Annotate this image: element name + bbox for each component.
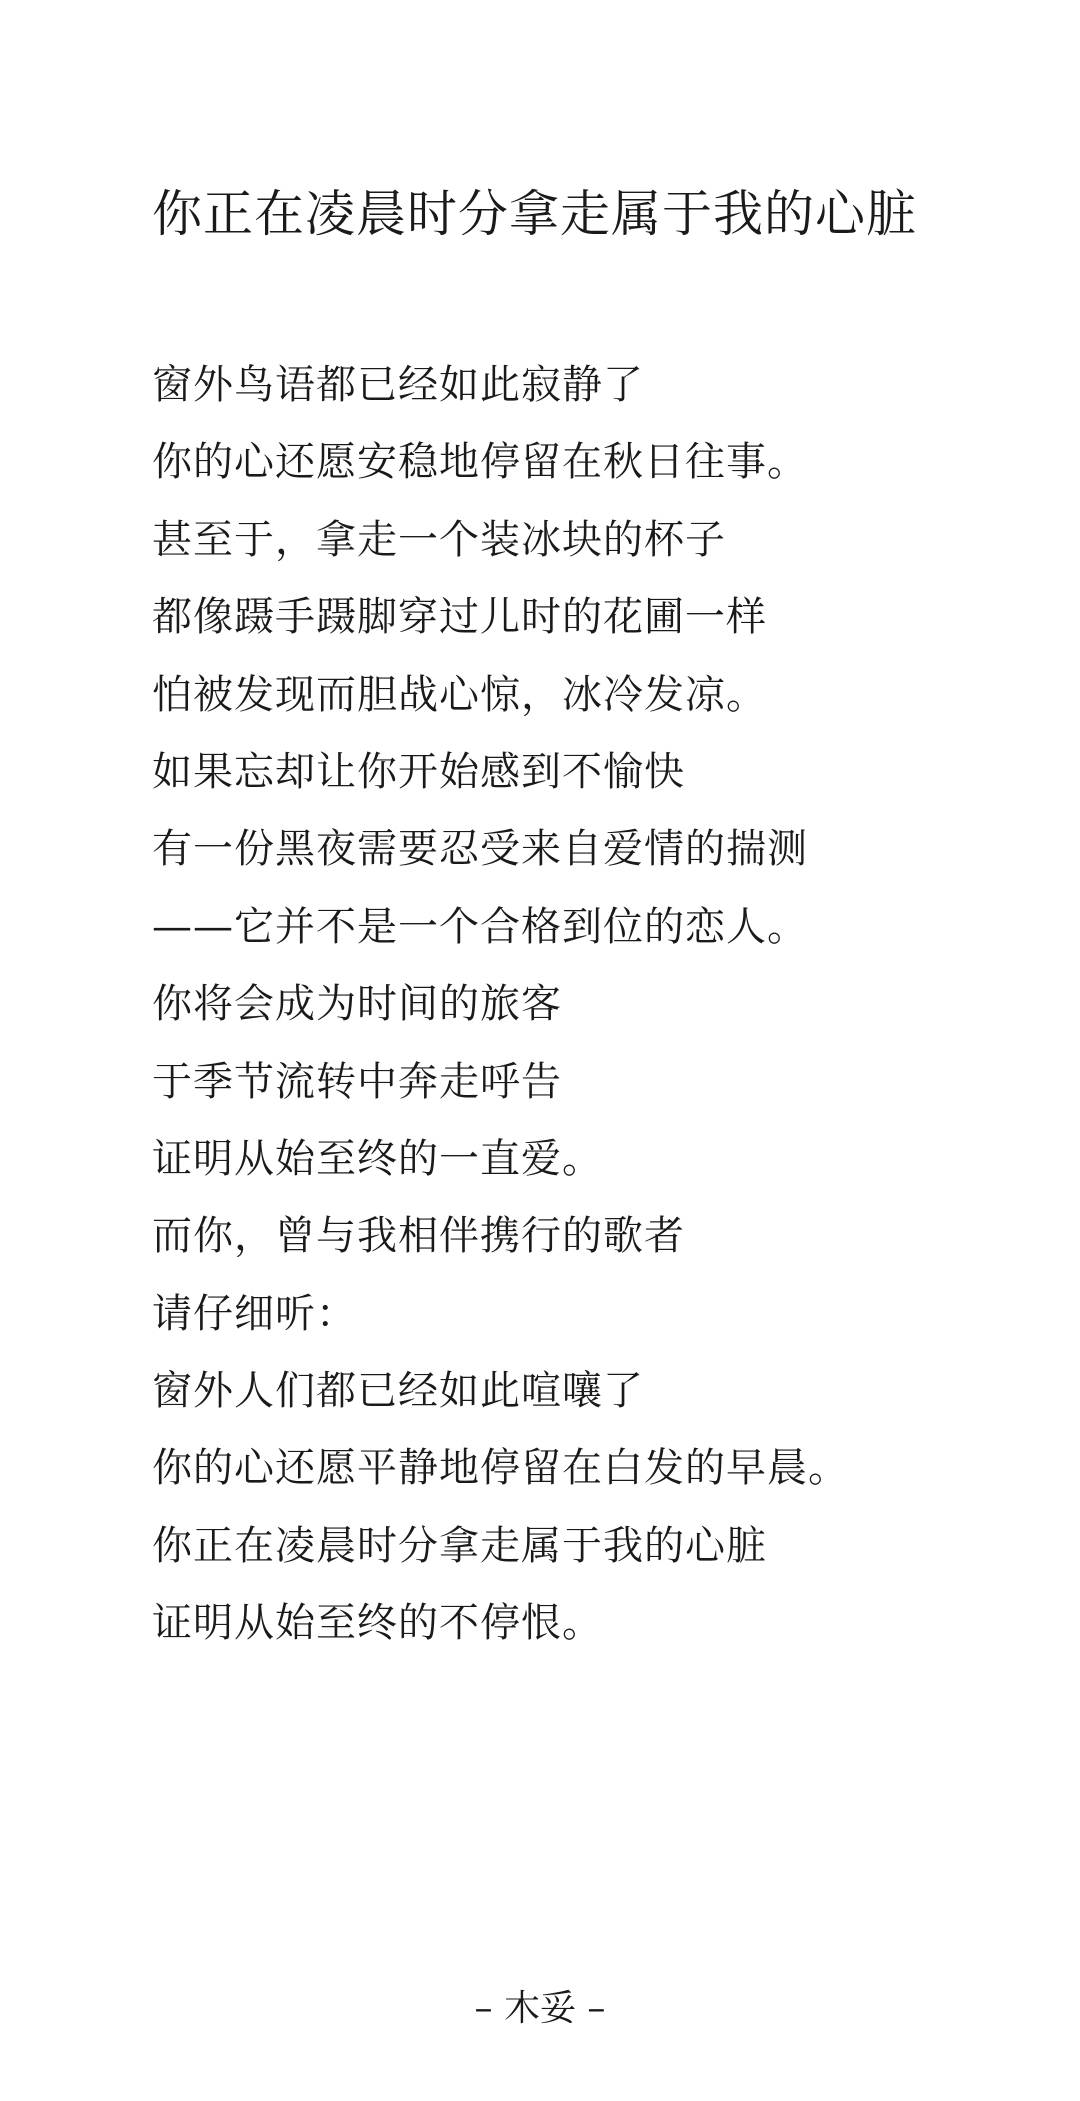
poem-title: 你正在凌晨时分拿走属于我的心脏 (152, 185, 917, 243)
poem-line: 证明从始至终的不停恨。 (152, 1600, 603, 1647)
poem-line: 你正在凌晨时分拿走属于我的心脏 (152, 1522, 767, 1569)
poem-line: 甚至于，拿走一个装冰块的杯子 (152, 516, 726, 563)
poem-line: 窗外人们都已经如此喧嚷了 (152, 1368, 644, 1415)
poem-line: 有一份黑夜需要忍受来自爱情的揣测 (152, 826, 808, 873)
poem-body (152, 347, 849, 1663)
poem-line: 证明从始至终的一直爱。 (152, 1135, 603, 1182)
poem-line: 怕被发现而胆战心惊，冰冷发凉。 (152, 671, 767, 718)
poem-line: 都像蹑手蹑脚穿过儿时的花圃一样 (152, 594, 767, 641)
poem-line: ——它并不是一个合格到位的恋人。 (152, 903, 808, 950)
poem-line: 你的心还愿平静地停留在白发的早晨。 (152, 1445, 849, 1492)
poem-line: 如果忘却让你开始感到不愉快 (152, 748, 685, 795)
poem-line: 请仔细听： (152, 1290, 357, 1337)
poem-line: 窗外鸟语都已经如此寂静了 (152, 362, 644, 408)
poem-line: 于季节流转中奔走呼告 (152, 1058, 562, 1105)
poem-line: 你将会成为时间的旅客 (152, 981, 562, 1028)
poem-line: 你的心还愿安稳地停留在秋日往事。 (152, 439, 808, 486)
poem-line: 而你，曾与我相伴携行的歌者 (152, 1213, 685, 1260)
author-signature: – 木妥 – (474, 1988, 606, 2029)
